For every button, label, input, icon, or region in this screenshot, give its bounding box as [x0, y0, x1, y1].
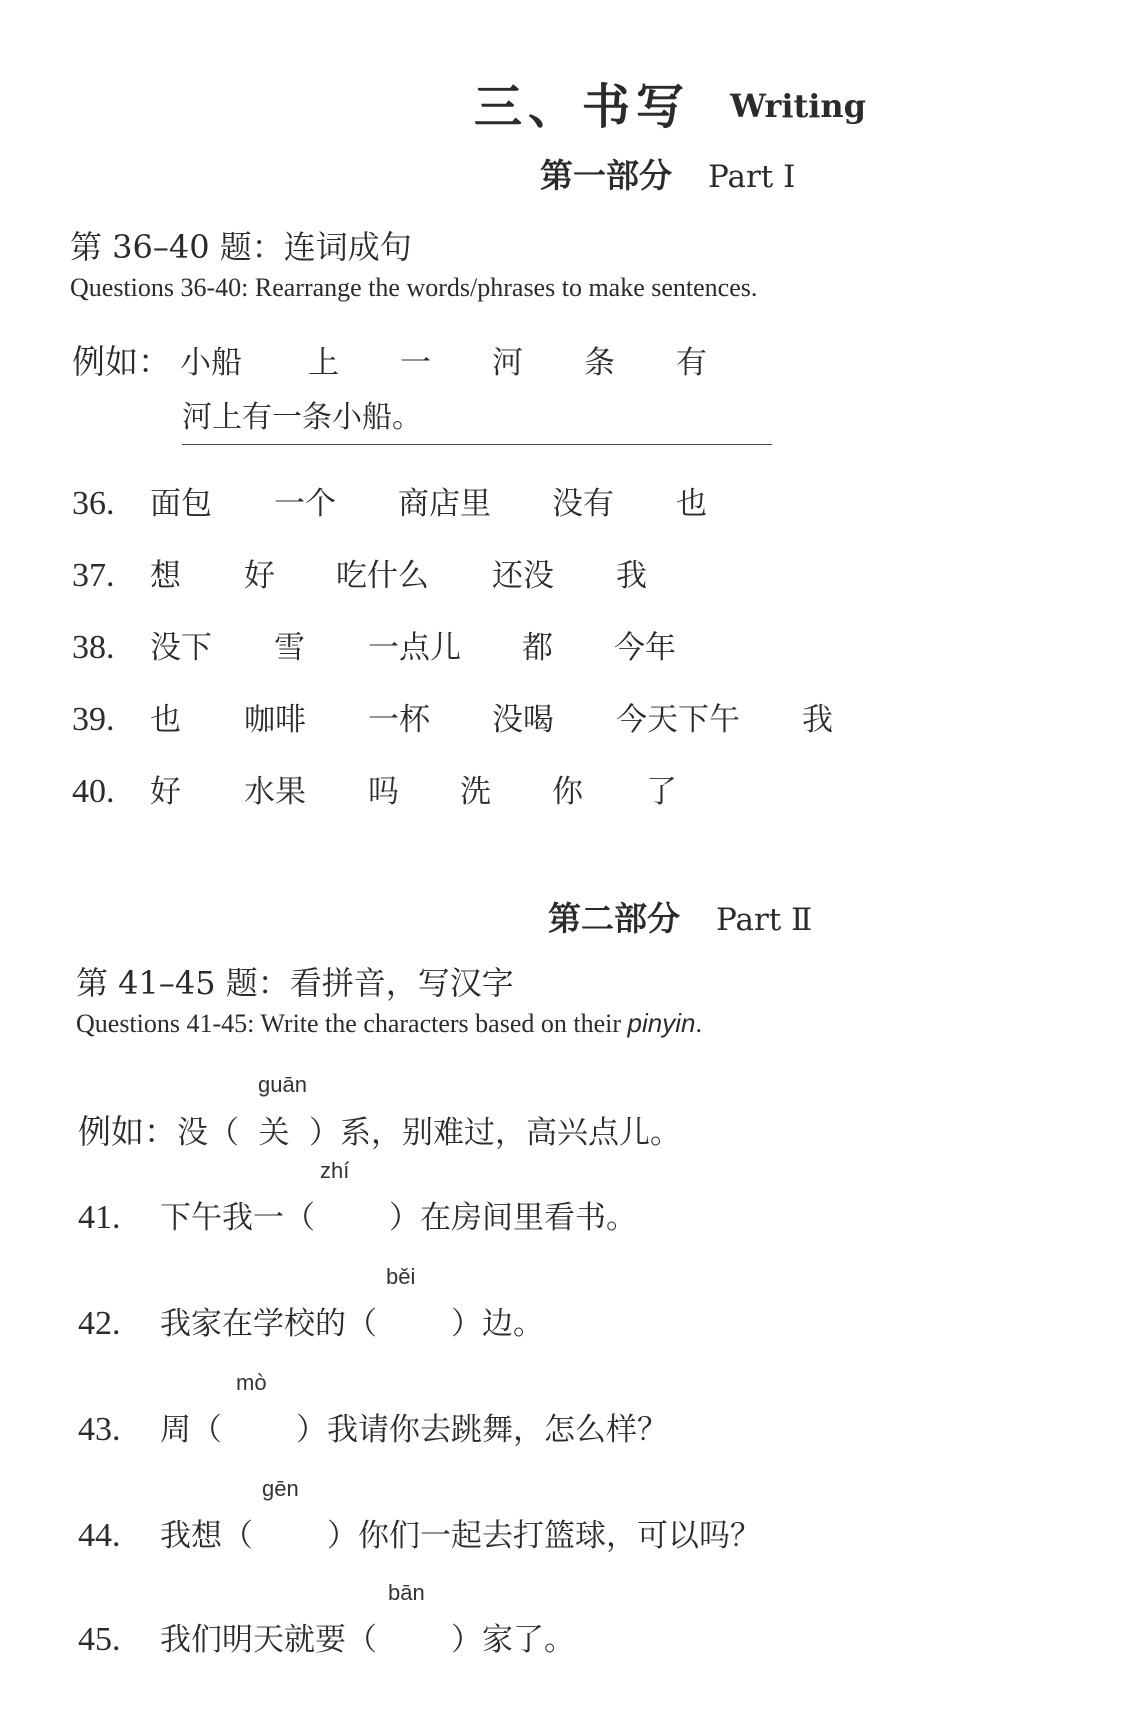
example-word: 有 [676, 345, 707, 381]
word-chip: 还没 [492, 558, 554, 594]
fill-question [78, 1298, 544, 1343]
word-chip: 都 [522, 630, 553, 666]
part2-instruction-zh: 第 41–45 题：看拼音，写汉字 [76, 964, 514, 1002]
example-label: 例如： [72, 342, 171, 381]
fill-question [78, 1614, 575, 1659]
question-pinyin: mò [236, 1370, 267, 1395]
word-chip: 今天下午 [616, 702, 740, 738]
fill-question [78, 1192, 637, 1237]
part1-instruction-zh: 第 36–40 题：连词成句 [70, 228, 412, 266]
question-post: ）家了。 [451, 1622, 575, 1658]
question-number: 42. [78, 1305, 121, 1342]
word-chip: 吃什么 [336, 558, 429, 594]
question-row [72, 766, 677, 811]
instruction-text: . [695, 1009, 702, 1038]
example-label: 例如： [78, 1112, 177, 1151]
example-post: ）系，别难过，高兴点儿。 [309, 1115, 681, 1151]
question-pinyin: zhí [320, 1158, 350, 1183]
example-filled-answer: 关 [258, 1115, 290, 1151]
question-post: ）边。 [451, 1306, 544, 1342]
section-title-en: Writing [729, 87, 867, 125]
word-chip: 好 [150, 774, 181, 810]
question-number: 41. [78, 1199, 121, 1236]
section-title [0, 68, 1140, 137]
word-chip: 水果 [244, 774, 306, 810]
word-chip: 面包 [150, 486, 212, 522]
question-pinyin: bān [388, 1580, 425, 1605]
question-post: ）在房间里看书。 [389, 1200, 637, 1236]
question-number: 44. [78, 1517, 121, 1554]
word-chip: 也 [150, 702, 181, 738]
word-chip: 一个 [274, 486, 336, 522]
part1-heading-zh: 第一部分 [540, 156, 672, 195]
part1-instruction-en: Questions 36-40: Rearrange the words/phrases to make sentences. [70, 273, 758, 302]
part1-example [72, 336, 707, 383]
question-number: 36. [72, 485, 115, 522]
instruction-italic: pinyin [627, 1008, 696, 1038]
question-row [72, 622, 676, 667]
question-pre: 周（ [160, 1412, 222, 1448]
part2-heading-zh: 第二部分 [548, 899, 680, 938]
part1-example-answer: 河上有一条小船。 [182, 392, 772, 445]
example-word: 条 [584, 345, 615, 381]
question-pinyin: běi [386, 1264, 416, 1289]
example-pre: 没（ [177, 1115, 239, 1151]
word-chip: 想 [150, 558, 181, 594]
word-chip: 没喝 [492, 702, 554, 738]
word-chip: 也 [676, 486, 707, 522]
fill-question [78, 1404, 668, 1449]
question-number: 39. [72, 701, 115, 738]
question-row [72, 694, 833, 739]
example-word: 一 [400, 345, 431, 381]
fill-question [78, 1510, 761, 1555]
part2-instruction-en [76, 1008, 702, 1039]
word-chip: 好 [244, 558, 275, 594]
example-pinyin: guān [258, 1072, 307, 1097]
word-chip: 了 [646, 774, 677, 810]
example-word: 上 [308, 345, 339, 381]
question-number: 37. [72, 557, 115, 594]
word-chip: 吗 [368, 774, 399, 810]
part1-heading-en: Part Ⅰ [708, 159, 796, 195]
example-word: 小船 [180, 345, 242, 381]
question-pre: 我们明天就要（ [160, 1622, 377, 1658]
word-chip: 今年 [614, 630, 676, 666]
question-post: ）我请你去跳舞，怎么样？ [296, 1412, 668, 1448]
part2-example [78, 1106, 681, 1153]
part2-heading [548, 893, 812, 940]
word-chip: 商店里 [398, 486, 491, 522]
word-chip: 你 [552, 774, 583, 810]
question-row [72, 478, 707, 523]
example-word: 河 [492, 345, 523, 381]
word-chip: 没下 [150, 630, 212, 666]
question-number: 38. [72, 629, 115, 666]
word-chip: 咖啡 [244, 702, 306, 738]
question-pre: 我家在学校的（ [160, 1306, 377, 1342]
question-pre: 下午我一（ [160, 1200, 315, 1236]
word-chip: 一杯 [368, 702, 430, 738]
word-chip: 洗 [460, 774, 491, 810]
question-number: 40. [72, 773, 115, 810]
question-pinyin: gēn [262, 1476, 299, 1501]
word-chip: 我 [616, 558, 647, 594]
question-number: 43. [78, 1411, 121, 1448]
question-row [72, 550, 647, 595]
part1-heading [540, 150, 795, 197]
question-number: 45. [78, 1621, 121, 1658]
question-post: ）你们一起去打篮球，可以吗？ [327, 1518, 761, 1554]
word-chip: 没有 [552, 486, 614, 522]
question-pre: 我想（ [160, 1518, 253, 1554]
word-chip: 一点儿 [368, 630, 461, 666]
part2-heading-en: Part Ⅱ [716, 902, 813, 938]
section-title-zh: 三、书写 [473, 79, 690, 135]
instruction-text: Questions 41-45: Write the characters based on their [76, 1009, 628, 1038]
word-chip: 我 [802, 702, 833, 738]
word-chip: 雪 [274, 630, 305, 666]
